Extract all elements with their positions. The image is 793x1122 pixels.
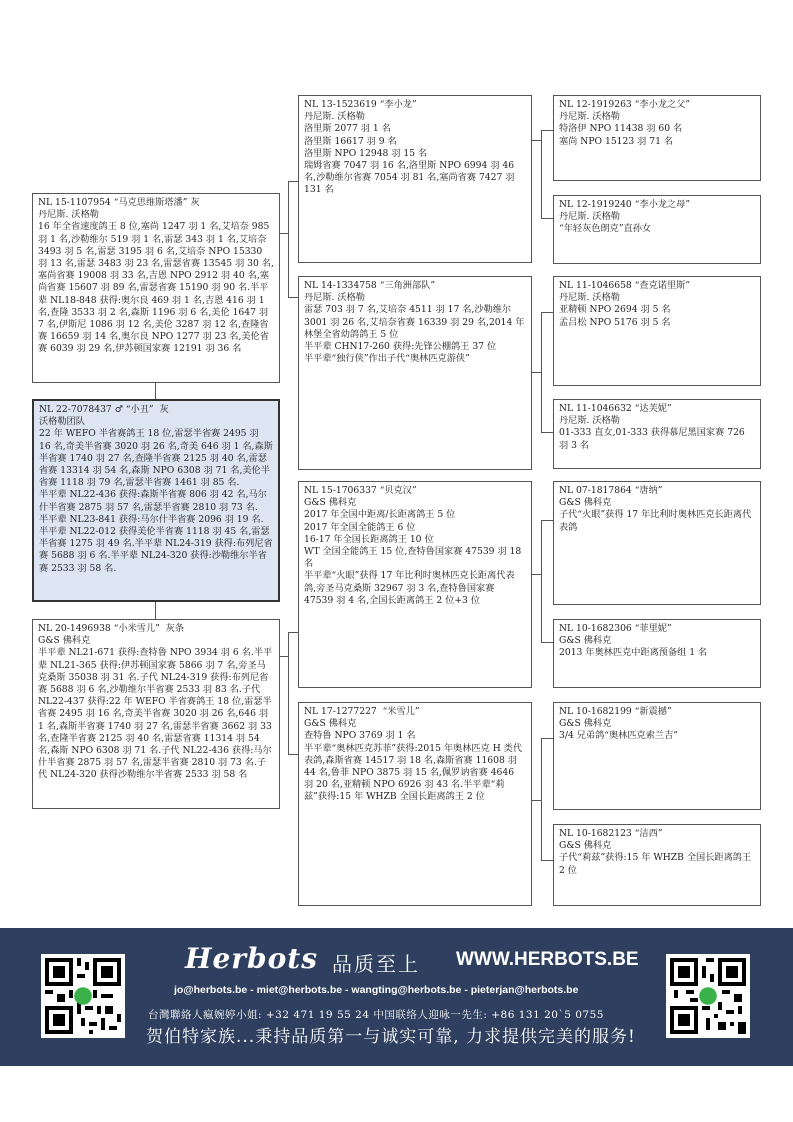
pigeon-header: NL 10-1682123 “洁西” [559, 828, 663, 839]
pigeon-sss-card [553, 95, 761, 181]
breeder-line: G&S 佛科克 [304, 497, 357, 509]
results-text: 半平辈“独行侠”作出子代“奥林匹克游侠” [304, 353, 470, 365]
breeder-line: 丹尼斯. 沃格勒 [559, 292, 620, 304]
results-text: 洛里斯 2077 羽 1 名 [304, 123, 391, 135]
results-text: 2017 年全国全能鸽王 6 位 [304, 521, 416, 533]
slogan: 品质至上 [332, 952, 420, 976]
pigeon-sdd-card [553, 399, 761, 469]
qr-pattern [41, 954, 125, 1038]
connector-line [541, 312, 553, 313]
pigeon-ddd-card [553, 824, 761, 906]
results-text: 半平辈 CHN17-260 获得:先锋公棚鸽王 37 位 [304, 341, 497, 353]
connector-line [541, 130, 553, 131]
connector-line [155, 601, 156, 620]
results-text: 特洛伊 NPO 11438 羽 60 名 [559, 123, 683, 135]
website-link[interactable]: WWW.HERBOTS.BE [456, 949, 639, 970]
pigeon-sire-sire-card [298, 95, 532, 263]
results-text: 洛里斯 NPO 12948 羽 15 名 [304, 147, 428, 159]
results-text: 孟吕松 NPO 5176 羽 5 名 [559, 316, 671, 328]
results-text: 洛里斯 16617 羽 9 名 [304, 135, 397, 147]
pigeon-header: NL 10-1682199 “新震撼” [559, 706, 672, 717]
results-text: 半平辈“火眼”获得 17 年比利时奥林匹克长距离代表鸽,旁圣马克桑斯 32967 羽 3 名,查特鲁国家赛 47539 羽 4 名,全国长距离鸽王 2 位+3 位 [304, 570, 515, 606]
results-text: 3/4 兄弟鸽“奥林匹克索兰吉” [559, 730, 678, 742]
breeder-line: G&S 佛科克 [559, 840, 612, 852]
pigeon-dam-card [32, 619, 280, 809]
results-text: 子代“火眼”获得 17 年比利时奥林匹克长距离代表鸽 [559, 509, 752, 533]
pigeon-header: NL 11-1046658 “查克诺里斯” [559, 280, 691, 291]
breeder-line: 丹尼斯. 沃格勒 [559, 415, 620, 427]
pigeon-dam-dam-card [298, 702, 532, 906]
pigeon-header: NL 12-1919263 “李小龙之父” [559, 99, 691, 110]
pigeon-header: NL 11-1046632 “达芙妮” [559, 403, 672, 414]
qr-code-left[interactable] [41, 954, 125, 1038]
results-text: 子代“莉兹”获得:15 年 WHZB 全国长距离鸽王 2 位 [559, 852, 752, 876]
results-text: 亚精顿 NPO 2694 羽 5 名 [559, 304, 671, 316]
connector-line [541, 312, 542, 432]
pigeon-header: NL 15-1706337 “贝克汉” [304, 485, 417, 496]
results-text: 16 年全省速度鸽王 8 位,塞尚 1247 羽 1 名,艾培奈 985 羽 1 名,沙勒维尔 519 羽 1 名,雷瑟 343 羽 1 名,艾培奈 3493 羽 5 名,雷瑟 3195 羽 6 名,艾培奈 NPO 15330 羽 13 名,雷瑟 3483 羽 23 名,雷瑟省赛 13545 羽 30 名,塞尚省赛 19008 羽 33 名,吉恩 NPO 2912 羽 40 名,塞尚省赛 15607 羽 89 名,雷瑟省赛 15190 羽 90 名.半平辈 NL18-848 获得:奥尔良 469 羽 1 名,吉恩 416 羽 1 名,查隆 3533 羽 2 名,森斯 1196 羽 6 名,美伦 1647 羽 7 名,伊斯尼 1086 羽 12 名,美伦 3287 羽 12 名,查隆省赛 16659 羽 14 名,奥尔良 NPO 1277 羽 23 名,美伦省赛 6039 羽 29 名,伊苏顿国家赛 12191 羽 36 名 [38, 221, 274, 355]
connector-line [541, 860, 553, 861]
qr-pattern [666, 954, 750, 1038]
results-text: 塞尚 NPO 15123 羽 71 名 [559, 135, 674, 147]
pigeon-header: NL 17-1277227 “米雪儿” [304, 706, 420, 717]
pigeon-ssd-card [553, 195, 761, 264]
results-text: 半平辈 NL22-436 获得:森斯半省赛 806 羽 42 名,马尔什半省赛 2875 羽 57 名,雷瑟半省赛 2810 羽 73 名. [39, 489, 267, 513]
pigeon-header: NL 15-1107954 “马克思维斯塔潘” 灰 [38, 197, 200, 208]
results-text: “年轻灰色朗克”直孙女 [559, 223, 652, 235]
pigeon-header: NL 10-1682306 “菲里妮” [559, 623, 672, 634]
pigeon-header: NL 13-1523619 “李小龙” [304, 99, 417, 110]
footer-banner [0, 928, 793, 1066]
pigeon-main-card [32, 399, 280, 602]
connector-line [541, 520, 553, 521]
breeder-line: 丹尼斯. 沃格勒 [559, 111, 620, 123]
pigeon-header: NL 22-7078437 ♂ “小丑” 灰 [39, 404, 169, 415]
breeder-line: 丹尼斯. 沃格勒 [559, 211, 620, 223]
connector-line [288, 632, 289, 754]
breeder-line: G&S 佛科克 [559, 718, 612, 730]
results-text: 查特鲁 NPO 3769 羽 1 名 [304, 730, 416, 742]
connector-line [288, 754, 298, 755]
pigeon-header: NL 07-1817864 “唐纳” [559, 485, 663, 496]
results-text: 半平辈 NL23-841 获得:马尔什半省赛 2096 羽 19 名. [39, 513, 264, 525]
breeder-line: G&S 佛科克 [559, 635, 612, 647]
pigeon-sds-card [553, 276, 761, 386]
connector-line [288, 181, 289, 297]
results-text: 2017 年全国中距离/长距离鸽王 5 位 [304, 509, 456, 521]
pigeon-dsd-card [553, 619, 761, 688]
contact-emails[interactable]: jo@herbots.be - miet@herbots.be - wangting@herbots.be - pieterjan@herbots.be [174, 984, 579, 996]
breeder-line: G&S 佛科克 [38, 635, 91, 647]
results-text: WT 全国全能鸽王 15 位,查特鲁国家赛 47539 羽 18 名 [304, 546, 522, 570]
pigeon-dam-sire-card [298, 481, 532, 688]
breeder-line: 丹尼斯. 沃格勒 [304, 292, 365, 304]
family-motto: 贺伯特家族...秉持品质第一与诚实可靠, 力求提供完美的服务! [146, 1027, 636, 1047]
pigeon-header: NL 12-1919240 “李小龙之母” [559, 199, 691, 210]
wechat-icon [74, 987, 92, 1005]
pigeon-header: NL 14-1334758 “三角洲部队” [304, 280, 436, 291]
connector-line [541, 738, 553, 739]
connector-line [541, 218, 553, 219]
results-text: 2013 年奥林匹克中距离预备组 1 名 [559, 647, 708, 659]
breeder-line: G&S 佛科克 [304, 718, 357, 730]
breeder-line: 丹尼斯. 沃格勒 [38, 209, 99, 221]
results-text: 16-17 年全国长距离鸽王 10 位 [304, 533, 434, 545]
connector-line [288, 297, 298, 298]
wechat-icon [699, 987, 717, 1005]
results-text: 瑞姆省赛 7047 羽 16 名,洛里斯 NPO 6994 羽 46 名,沙勒维尔省赛 7054 羽 81 名,塞尚省赛 7427 羽 131 名 [304, 160, 515, 196]
breeder-line: 丹尼斯. 沃格勒 [304, 111, 365, 123]
brand-logo: Herbots [185, 942, 318, 975]
breeder-line: 沃格勒团队 [39, 416, 85, 428]
results-text: 半平辈 NL22-012 获得美伦半省赛 1118 羽 45 名,雷瑟半省赛 1275 羽 49 名.半平辈 NL24-319 获得:布列尼省赛 5688 羽 6 名.半平辈 NL24-320 获得:沙勒维尔半省赛 2533 羽 58 名. [39, 526, 273, 574]
pigeon-sire-card [32, 193, 280, 383]
pigeon-sire-dam-card [298, 276, 532, 470]
results-text: 雷瑟 703 羽 7 名,艾培奈 4511 羽 17 名,沙勒维尔 3001 羽 26 名,艾培奈省赛 16339 羽 29 名,2014 年林堡全省幼鸽鸽王 5 位 [304, 304, 525, 340]
qr-code-right[interactable] [666, 954, 750, 1038]
results-text: 半平辈“奥林匹克苏菲”获得:2015 年奥林匹克 H 类代表鸽,森斯省赛 14517 羽 18 名,森斯省赛 11608 羽 44 名,鲁菲 NPO 3875 羽 15 名,佩罗讷省赛 4646 羽 20 名,亚精顿 NPO 6926 羽 43 名.半平辈“莉兹”获得:15 年 WHZB 全国长距离鸽王 2 位 [304, 742, 523, 803]
pigeon-header: NL 20-1496938 “小米雪儿” 灰条 [38, 623, 185, 634]
breeder-line: G&S 佛科克 [559, 497, 612, 509]
connector-line [288, 181, 298, 182]
contact-phones: 台灣聯絡人瘋婉婷小姐: +32 471 19 55 24 中国联络人迎咏一先生: +86 131 20`5 0755 [148, 1009, 604, 1021]
pigeon-dds-card [553, 702, 761, 810]
connector-line [541, 738, 542, 860]
connector-line [541, 520, 542, 642]
connector-line [541, 432, 553, 433]
connector-line [288, 632, 298, 633]
results-text: 01-333 直女,01-333 获得慕尼黑国家赛 726 羽 3 名 [559, 427, 745, 451]
connector-line [155, 382, 156, 399]
pigeon-dss-card [553, 481, 761, 605]
results-text: 半平辈 NL21-671 获得:查特鲁 NPO 3934 羽 6 名.半平辈 NL21-365 获得:伊苏顿国家赛 5866 羽 7 名,旁圣马克桑斯 35038 羽 31 名.子代 NL24-319 获得:布列尼省赛 5688 羽 6 名,沙勒维尔半省赛 2533 羽 83 名.子代 NL22-437 获得:22 年 WEFO 半省赛鸽王 18 位,雷瑟半省赛 2495 羽 16 名,奇美半省赛 3020 羽 26 名,646 羽 1 名,森斯半省赛 1740 羽 27 名,雷瑟半省赛 3662 羽 33 名,查隆半省赛 2125 羽 40 名,雷瑟省赛 11314 羽 54 名,森斯 NPO 6308 羽 71 名.子代 NL22-436 获得:马尔什半省赛 2875 羽 57 名,雷瑟半省赛 2810 羽 73 名.子代 NL24-320 获得沙勒维尔半省赛 2533 羽 58 名 [38, 647, 273, 781]
results-text: 22 年 WEFO 半省赛鸽王 18 位,雷瑟半省赛 2495 羽 16 名,奇美半省赛 3020 羽 26 名,奇美 646 羽 1 名,森斯半省赛 1740 羽 27 名,查隆半省赛 2125 羽 40 名,雷瑟省赛 13314 羽 54 名,森斯 NPO 6308 羽 71 名,美伦半省赛 1118 羽 79 名,雷瑟半省赛 1461 羽 85 名. [39, 428, 273, 489]
connector-line [541, 642, 553, 643]
connector-line [541, 130, 542, 218]
